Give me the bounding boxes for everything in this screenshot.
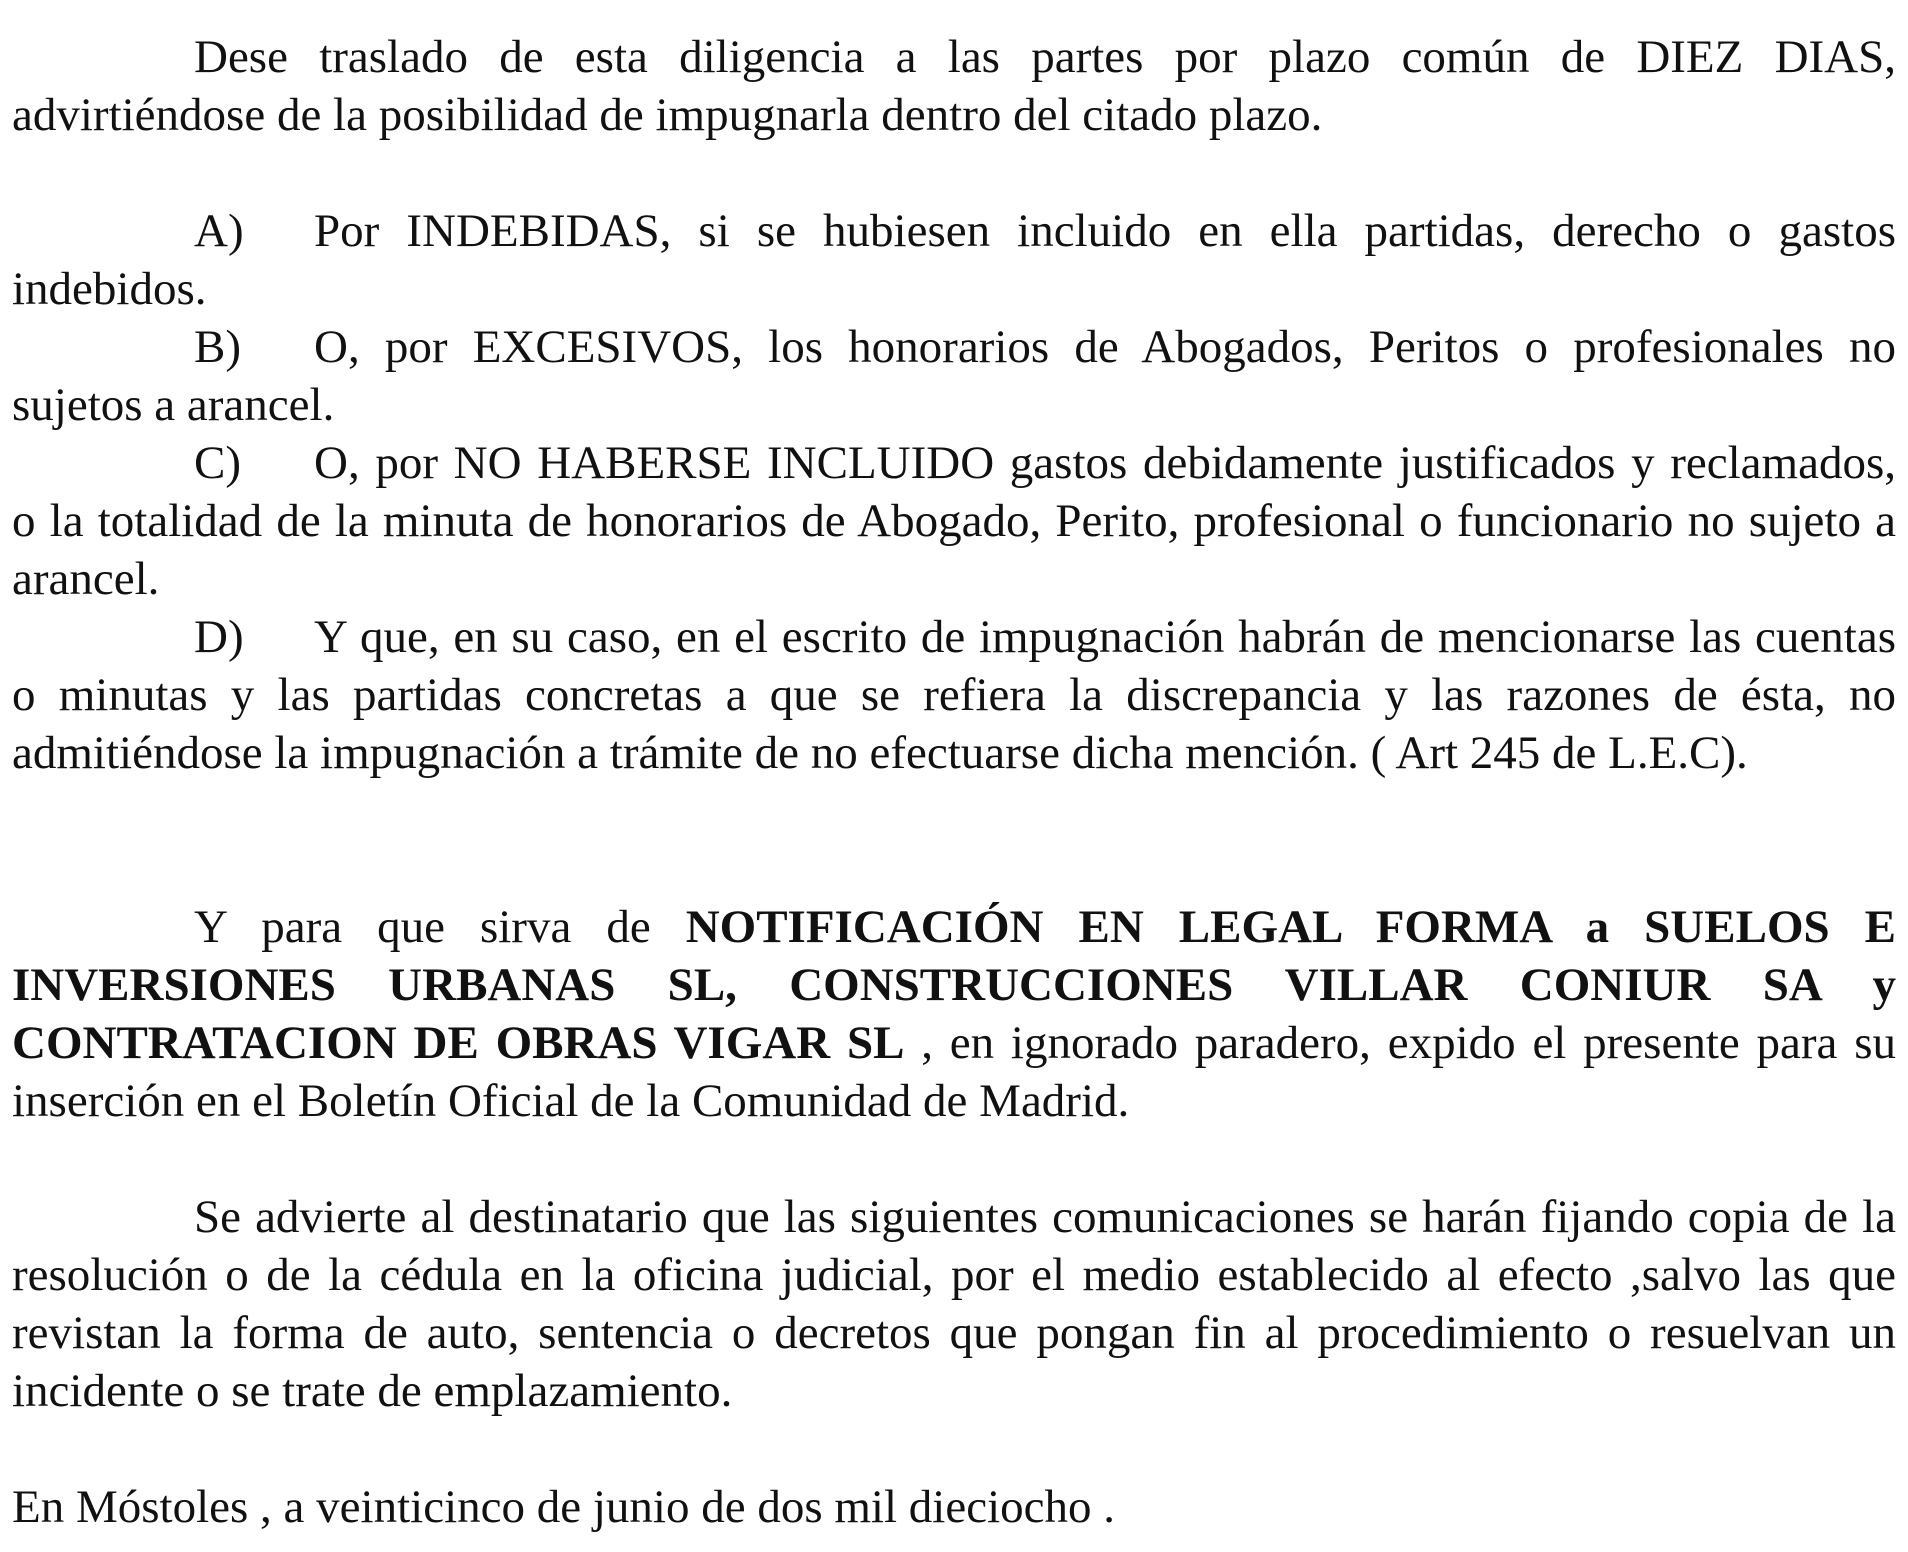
notification-recipients: NOTIFICACIÓN EN LEGAL FORMA a SUELOS E INVERSIONES URBANAS SL, CONSTRUCCIONES VILLAR CONIUR SA y CONTRATACION DE OBRAS VIGAR SL — [12, 901, 1896, 1069]
notification-lead: Y para que sirva de — [194, 901, 651, 953]
list-item-b — [12, 318, 1896, 434]
document-page — [12, 0, 1896, 1536]
list-item-a — [12, 202, 1896, 318]
intro-paragraph: Dese traslado de esta diligencia a las partes por plazo común de DIEZ DIAS, advirtiéndose de la posibilidad de impugnarla dentro del citado plazo. — [12, 31, 1896, 141]
notification-paragraph — [12, 898, 1896, 1130]
list-item-d — [12, 608, 1896, 782]
list-item-label: B) — [194, 321, 241, 373]
list-item-label: C) — [194, 437, 241, 489]
date-line: En Móstoles , a veinticinco de junio de dos mil dieciocho . — [12, 1481, 1115, 1533]
warning-paragraph: Se advierte al destinatario que las siguientes comunicaciones se harán fijando copia de la resolución o de la cédula en la oficina judicial, por el medio establecido al efecto ,salvo las que revistan la forma de auto, sentencia o decretos que pongan fin al procedimiento o resuelvan un incidente o se trate de emplazamiento. — [12, 1191, 1896, 1417]
list-item-label: D) — [194, 611, 244, 663]
list-item-text: Por INDEBIDAS, si se hubiesen incluido en ella partidas, derecho o gastos indebidos. — [12, 205, 1896, 315]
list-item-label: A) — [194, 205, 244, 257]
list-item-c — [12, 434, 1896, 608]
notification-rest: , en ignorado paradero, expido el presente para su inserción en el Boletín Oficial de la Comunidad de Madrid. — [12, 1017, 1896, 1127]
list-item-text: O, por EXCESIVOS, los honorarios de Abogados, Peritos o profesionales no sujetos a arancel. — [12, 321, 1896, 431]
list-item-text: O, por NO HABERSE INCLUIDO gastos debidamente justificados y reclamados, o la totalidad de la minuta de honorarios de Abogado, Perito, profesional o funcionario no sujeto a arancel. — [12, 437, 1896, 605]
list-item-text: Y que, en su caso, en el escrito de impugnación habrán de mencionarse las cuentas o minutas y las partidas concretas a que se refiera la discrepancia y las razones de ésta, no admitiéndose la impugnación a trámite de no efectuarse dicha mención. ( Art 245 de L.E.C). — [12, 611, 1896, 779]
